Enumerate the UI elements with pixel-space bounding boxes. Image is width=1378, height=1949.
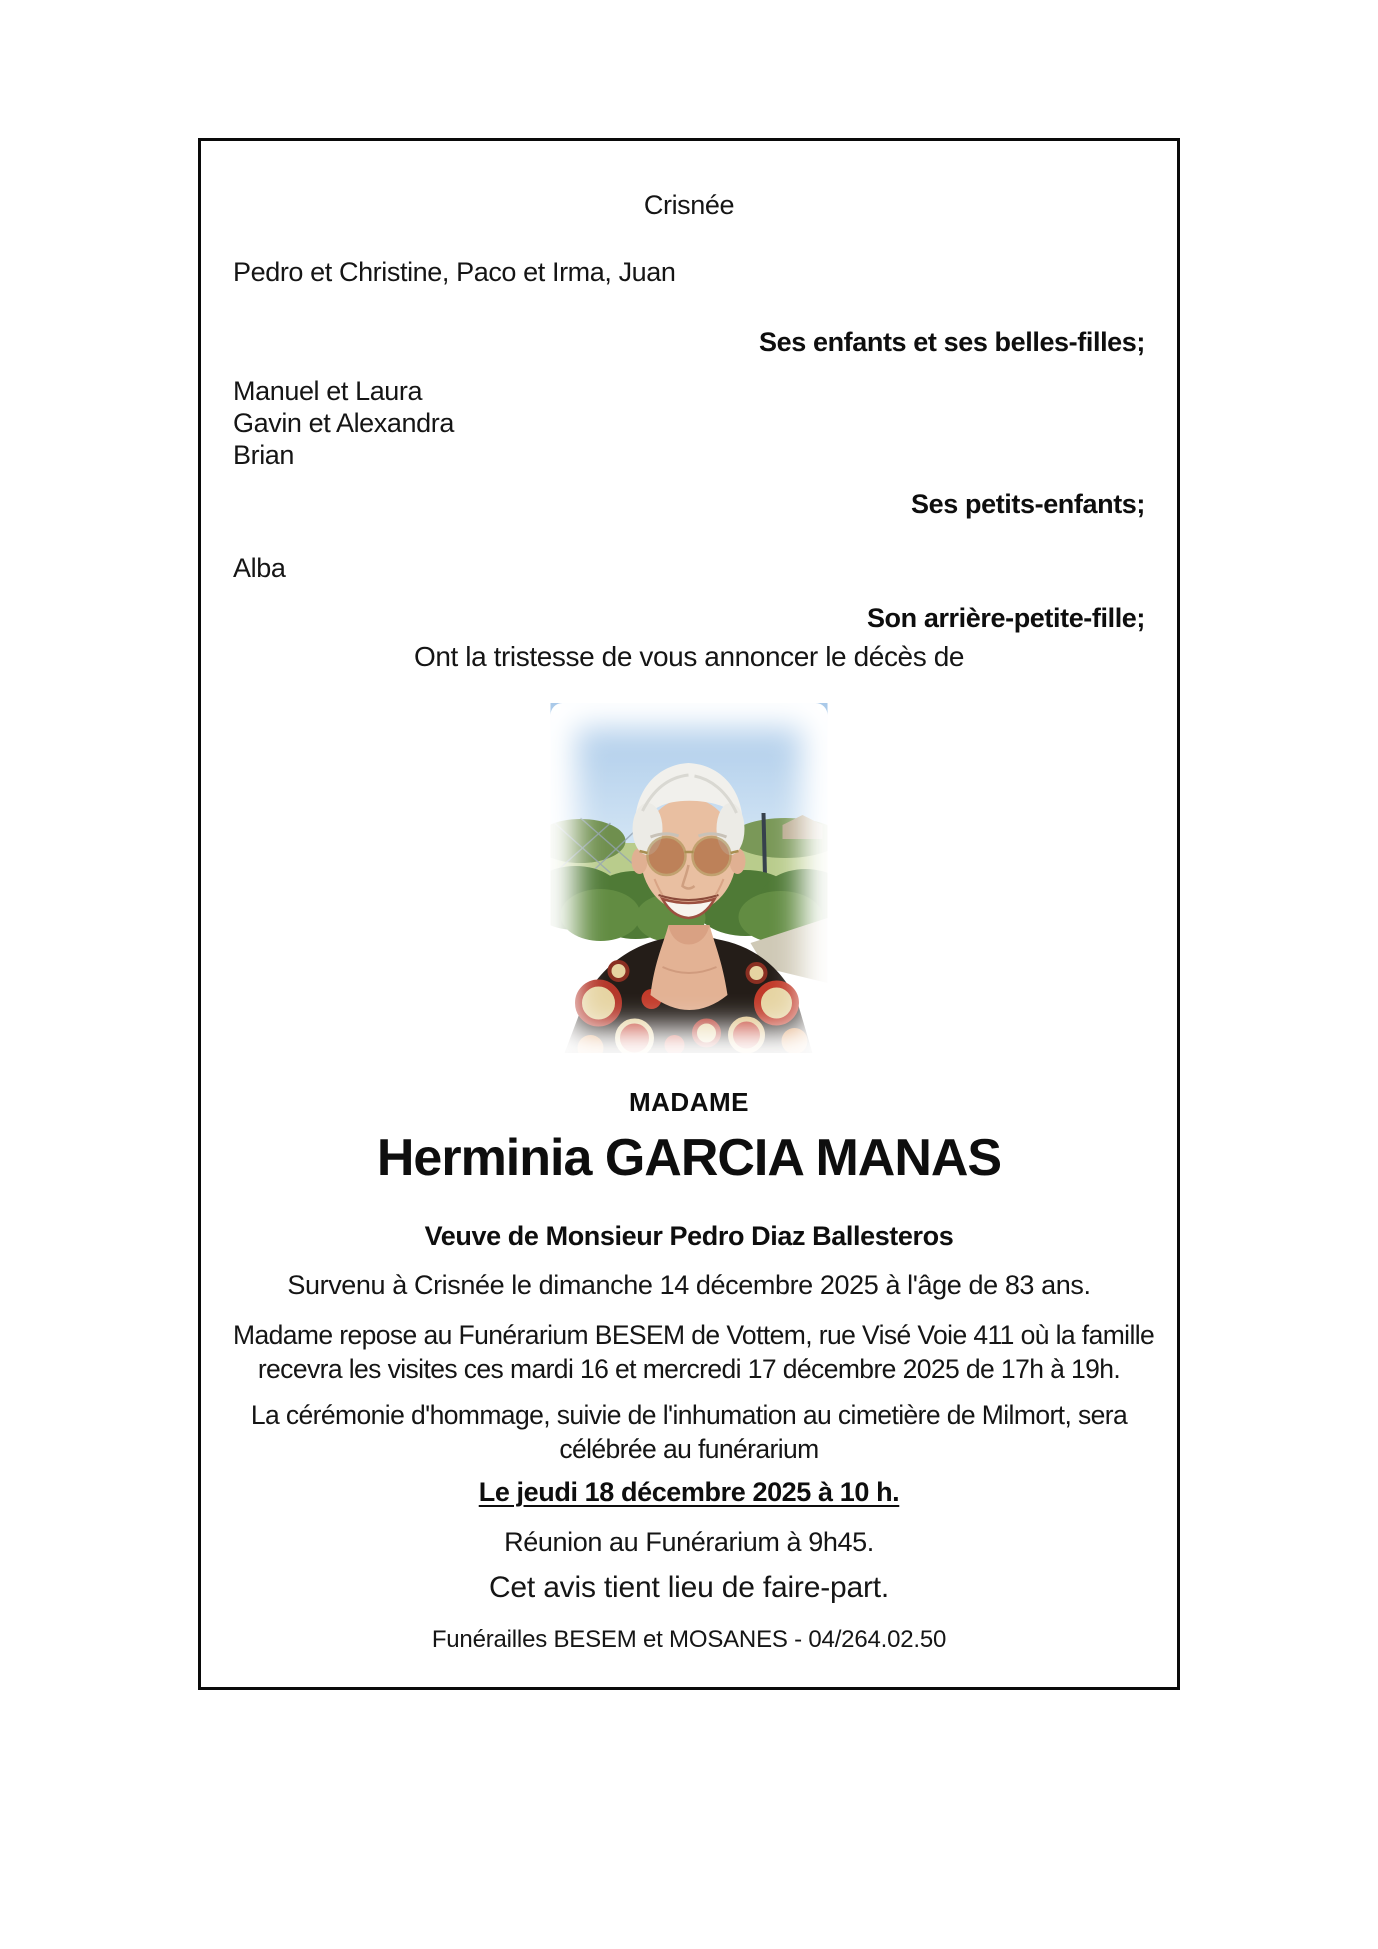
children-names-line: Pedro et Christine, Paco et Irma, Juan (233, 257, 676, 287)
grandchild-name-line: Manuel et Laura (233, 376, 423, 406)
repose-line-2: recevra les visites ces mardi 16 et mercredi 17 décembre 2025 de 17h à 19h. (257, 1354, 1121, 1384)
widow-line: Veuve de Monsieur Pedro Diaz Ballesteros (424, 1221, 954, 1251)
death-line: Survenu à Crisnée le dimanche 14 décembre 2025 à l'âge de 83 ans. (287, 1270, 1091, 1300)
great-granddaughter-label-line: Son arrière-petite-fille; (866, 603, 1145, 633)
portrait-photo (551, 703, 828, 1053)
funeral-home-line: Funérailles BESEM et MOSANES - 04/264.02.50 (431, 1626, 947, 1653)
title-line: MADAME (629, 1087, 749, 1117)
grandchildren-names-block (233, 375, 1145, 471)
grandchildren-label-line: Ses petits-enfants; (911, 489, 1145, 519)
portrait-illustration (551, 703, 828, 1053)
repose-block (233, 1318, 1155, 1386)
great-granddaughter-line: Alba (233, 553, 286, 583)
meeting-line: Réunion au Funérarium à 9h45. (504, 1527, 874, 1557)
repose-line-1: Madame repose au Funérarium BESEM de Vottem, rue Visé Voie 411 où la famille (233, 1320, 1155, 1350)
ceremony-block (233, 1398, 1145, 1466)
ceremony-date-line: Le jeudi 18 décembre 2025 à 10 h. (478, 1477, 900, 1507)
ceremony-line-1: La cérémonie d'hommage, suivie de l'inhumation au cimetière de Milmort, sera (250, 1400, 1128, 1430)
grandchild-name-line: Gavin et Alexandra (233, 408, 454, 438)
deceased-name: Herminia GARCIA MANAS (376, 1129, 1002, 1187)
faire-part-line: Cet avis tient lieu de faire-part. (488, 1571, 890, 1604)
ceremony-line-2: célébrée au funérarium (559, 1434, 819, 1464)
children-label-line: Ses enfants et ses belles-filles; (759, 327, 1145, 357)
announcement-line: Ont la tristesse de vous annoncer le décès de (413, 641, 965, 672)
city-line: Crisnée (643, 190, 735, 220)
notice-frame (198, 138, 1180, 1690)
grandchild-name-line: Brian (233, 440, 295, 470)
